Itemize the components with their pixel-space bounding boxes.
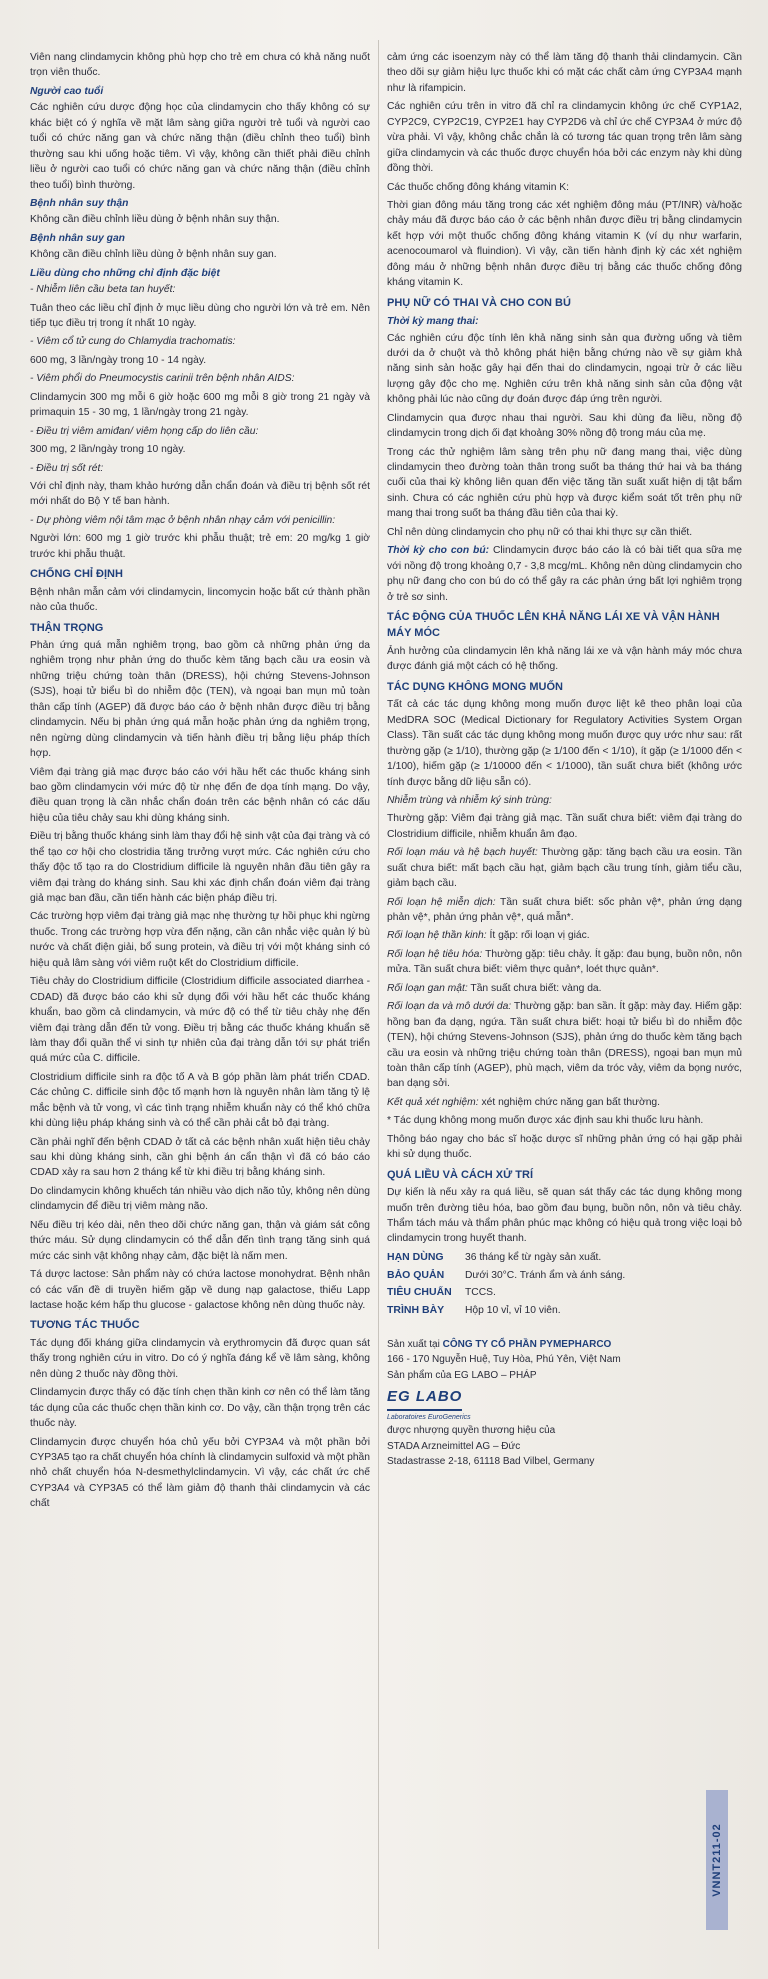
ae-liver-heading: Rối loạn gan mật: [387, 982, 468, 994]
driving-heading: TÁC ĐỘNG CỦA THUỐC LÊN KHẢ NĂNG LÁI XE VÀ VẬN HÀNH MÁY MÓC [387, 610, 720, 640]
pcp-heading: - Viêm phổi do Pneumocystis carinii trên bệnh nhân AIDS: [30, 373, 295, 385]
logo-text: EG LABO [387, 1385, 462, 1410]
ae-infection-text: Thường gặp: Viêm đại tràng giả mạc. Tần suất chưa biết: viêm đại tràng do Clostridium difficile, nhiễm khuẩn âm đạo. [387, 813, 742, 840]
vitamin-k-text: Thời gian đông máu tăng trong các xét nghiệm đông máu (PT/INR) và/hoặc chảy máu đã được báo cáo ở các bệnh nhân được điều trị bằng clindamycin kết hợp với một thuốc chống đông kháng vitamin K (ví dụ như warfarin, acenocoumarol và fluindion). Vì vậy, cần tiến hành định kỳ các xét nghiệm đông máu ở những bệnh nhân được điều trị bằng các thuốc chống đông kháng vitamin K. [387, 199, 742, 289]
elderly-heading: Người cao tuổi [30, 85, 104, 97]
pregnancy-subheading: Thời kỳ mang thai: [387, 316, 479, 328]
malaria-heading: - Điều trị sốt rét: [30, 462, 104, 474]
spec-label: BẢO QUẢN [387, 1268, 445, 1281]
ae-test-heading: Kết quả xét nghiệm: [387, 1096, 479, 1108]
precautions-p5: Tiêu chảy do Clostridium difficile (Clostridium difficile associated diarrhea - CDAD) đã được báo cáo khi sử dụng đối với hầu hết các thuốc kháng khuẩn, bao gồm cả clindamycin, và mức độ có thể từ tiêu chảy nhẹ đến viêm đại tràng dẫn đến tử vong. Điều trị bằng các thuốc kháng khuẩn sẽ làm thay đổi quần thể vi sinh tự nhiên của đại tràng dẫn tới sự phát triển quá mức của C. difficile. [30, 976, 370, 1065]
spec-value: TCCS. [465, 1287, 496, 1299]
ae-test-paragraph [387, 1095, 742, 1110]
chlamydia-heading: - Viêm cổ tử cung do Chlamydia trachomatis: [30, 336, 236, 348]
endocarditis-heading: - Dự phòng viêm nội tâm mạc ở bệnh nhân nhạy cảm với penicillin: [30, 514, 336, 526]
ae-skin-paragraph [387, 999, 742, 1092]
manufacturer-line [387, 1337, 742, 1353]
precautions-heading: THẬN TRỌNG [30, 621, 104, 634]
spec-label: TRÌNH BÀY [387, 1304, 445, 1317]
spec-value: Dưới 30°C. Tránh ẩm và ánh sáng. [465, 1269, 626, 1281]
adverse-effects-heading: TÁC DỤNG KHÔNG MONG MUỐN [387, 680, 563, 693]
spec-row-storage [387, 1268, 742, 1284]
renal-text: Không cần điều chỉnh liều dùng ở bệnh nhân suy thận. [30, 214, 280, 226]
stada-name: STADA Arzneimittel AG – Đức [387, 1440, 521, 1452]
manufacturer-name: CÔNG TY CỔ PHẦN PYMEPHARCO [442, 1338, 612, 1350]
lactation-text: Clindamycin được báo cáo là có bài tiết qua sữa mẹ với nồng độ trong khoảng 0,7 - 3,8 mcg/mL. Không nên dùng clindamycin cho phụ nữ đang cho con bú do có thể gây ra các phản ứng bất lợi nghiêm trọng ở trẻ sơ sinh. [387, 545, 742, 603]
chlamydia-text: 600 mg, 3 lần/ngày trong 10 - 14 ngày. [30, 354, 207, 366]
contraindications-text: Bệnh nhân mẫn cảm với clindamycin, lincomycin hoặc bất cứ thành phần nào của thuốc. [30, 586, 370, 614]
ae-blood-paragraph [387, 845, 742, 891]
precautions-p2: Viêm đại tràng giả mạc được báo cáo với hầu hết các thuốc kháng sinh bao gồm clindamycin với mức độ từ nhẹ đến đe dọa tính mạng. Do vậy, điều quan trọng là cần nhắc chẩn đoán trên các bệnh nhân có các dấu hiệu của tiêu chảy sau khi dùng kháng sinh. [30, 766, 370, 824]
interactions-p1: Tác dụng đối kháng giữa clindamycin và erythromycin đã được quan sát thấy trong nghiên cứu in vitro. Do có ý nghĩa đáng kể về lâm sàng, không nên dùng 2 thuốc này đồng thời. [30, 1337, 370, 1380]
hepatic-heading: Bệnh nhân suy gan [30, 232, 125, 244]
ae-immune-heading: Rối loạn hệ miễn dịch: [387, 896, 496, 908]
manufacturer-address: 166 - 170 Nguyễn Huệ, Tuy Hòa, Phú Yên, Việt Nam [387, 1354, 621, 1366]
pregnancy-p2: Clindamycin qua được nhau thai người. Sau khi dùng đa liều, nồng độ clindamycin trong dịch ối đạt khoảng 30% nồng độ trong máu của mẹ. [387, 412, 742, 440]
adverse-effects-p1: Tất cả các tác dụng không mong muốn được liệt kê theo phân loại của MedDRA SOC (Medical Dictionary for Regulatory Activities System Organ Class). Tần suất các tác dụng không mong muốn được quy ước như sau: rất thường gặp (≥ 1/10), thường gặp (≥ 1/100 đến < 1/10), ít gặp (≥ 1/1000 đến < 1/100), hiếm gặp (≥ 1/10000 đến < 1/1000), tần suất chưa biết (không ước tính được bằng dữ liệu sẵn có). [387, 699, 742, 788]
ae-report-text: Thông báo ngay cho bác sĩ hoặc dược sĩ những phản ứng có hại gặp phải khi sử dụng thuốc. [387, 1133, 742, 1161]
ae-liver-text: Tần suất chưa biết: vàng da. [470, 982, 602, 994]
spec-label: TIÊU CHUẨN [387, 1286, 452, 1299]
renal-heading: Bệnh nhân suy thận [30, 197, 129, 209]
product-of: Sản phẩm của EG LABO – PHÁP [387, 1369, 537, 1381]
pregnancy-heading: PHỤ NỮ CÓ THAI VÀ CHO CON BÚ [387, 296, 571, 309]
document-code: VNNT211-02 [711, 1823, 723, 1897]
endocarditis-text: Người lớn: 600 mg 1 giờ trước khi phẫu thuật; trẻ em: 20 mg/kg 1 giờ trước khi phẫu thuật. [30, 533, 370, 560]
overdose-text: Dự kiến là nếu xảy ra quá liều, sẽ quan sát thấy các tác dụng không mong muốn trên đường tiêu hóa, bao gồm đau bụng, buồn nôn, nôn và tiêu chảy. Thẩm tách máu và thẩm phân phúc mạc không có hiệu quả trong việc loại bỏ clindamycin trong huyết thanh. [387, 1187, 742, 1245]
ae-nerve-heading: Rối loạn hệ thần kinh: [387, 930, 487, 942]
strep-heading: - Nhiễm liên cầu beta tan huyết: [30, 284, 176, 296]
pregnancy-p4: Chỉ nên dùng clindamycin cho phụ nữ có thai khi thực sự cần thiết. [387, 526, 693, 538]
document-code-strip [706, 1790, 728, 1930]
license-text: được nhượng quyền thương hiệu của [387, 1425, 556, 1437]
precautions-p10: Tá dược lactose: Sản phẩm này có chứa lactose monohydrat. Bệnh nhân có các vấn đề di truyền hiếm gặp về dung nạp galactose, thiếu Lapp lactase hoặc kém hấp thu glucose - galactose không nên dùng thuốc này. [30, 1269, 370, 1311]
ae-test-text: xét nghiệm chức năng gan bất thường. [481, 1096, 661, 1108]
spec-value: 36 tháng kể từ ngày sản xuất. [465, 1251, 602, 1263]
stada-address: Stadastrasse 2-18, 61118 Bad Vilbel, Germany [387, 1456, 595, 1468]
precautions-p8: Do clindamycin không khuếch tán nhiều vào dịch não tủy, không nên dùng clindamycin để điều trị viêm màng não. [30, 1185, 370, 1213]
ae-skin-heading: Rối loạn da và mô dưới da: [387, 1001, 512, 1013]
spec-row-shelf-life [387, 1250, 742, 1266]
ae-skin-text: Thường gặp: ban sần. Ít gặp: mày đay. Hiếm gặp: hồng ban đa dạng, ngứa. Tần suất chưa biết: hoại tử biểu bì do nhiễm độc (TEN), hội chứng Stevens-Johnson (SJS), phản ứng do thuốc kèm tăng bạch cầu ưa eosin và những triệu chứng toàn thân (DRESS), ngoại ban mụn mủ toàn thân cấp tính (AGEP), phù mạch, viêm da tróc vảy, viêm da bọng nước, ban dạng sởi. [387, 1001, 742, 1090]
tonsil-text: 300 mg, 2 lần/ngày trong 10 ngày. [30, 444, 186, 456]
contraindications-heading: CHỐNG CHỈ ĐỊNH [30, 568, 123, 581]
ae-blood-heading: Rối loạn máu và hệ bạch huyết: [387, 847, 538, 859]
spec-row-packaging [387, 1303, 742, 1319]
manufacturer-block [387, 1337, 742, 1470]
lactation-paragraph [387, 543, 742, 605]
left-column [30, 50, 370, 1959]
pregnancy-p3: Trong các thử nghiệm lâm sàng trên phụ nữ đang mang thai, việc dùng clindamycin theo đường toàn thân trong suốt ba tháng thứ hai và ba tháng cuối của thai kỳ không liên quan đến việc tăng tần suất xuất hiện dị tật bẩm sinh. Chưa có các nghiên cứu phù hợp và được kiểm soát tốt trên phụ nữ mang thai trong suốt ba tháng đầu tiên của thai kỳ. [387, 446, 742, 520]
ae-blood-text: Thường gặp: tăng bạch cầu ưa eosin. Tần suất chưa biết: mất bạch cầu hạt, giảm bạch cầu trung tính, giảm tiểu cầu, giảm bạch cầu. [387, 847, 742, 890]
ae-gi-paragraph [387, 947, 742, 978]
precautions-p6: Clostridium difficile sinh ra độc tố A và B góp phần làm phát triển CDAD. Các chủng C. difficile sinh độc tố mạnh hơn là nguyên nhân làm tăng tỷ lệ mắc bệnh và tử vong, vì các tình trạng nhiễm khuẩn này có thể khó chữa khi dùng liệu pháp kháng sinh và có thể cần phải cắt bỏ đại tràng. [30, 1071, 370, 1130]
vitamin-k-heading: Các thuốc chống đông kháng vitamin K: [387, 181, 570, 193]
ae-immune-paragraph [387, 895, 742, 926]
ae-liver-paragraph [387, 981, 742, 996]
interactions-p3: Clindamycin được chuyển hóa chủ yếu bởi CYP3A4 và một phần bởi CYP3A5 tạo ra chất chuyển hóa chính là clindamycin sulfoxid và một phần nhỏ chất chuyển hóa N-desmethylclindamycin. Vì vậy, các chất ức chế CYP3A4 và CYP3A5 có thể làm giảm độ thanh thải clindamycin và các chất [30, 1436, 370, 1510]
precautions-p9: Nếu điều trị kéo dài, nên theo dõi chức năng gan, thận và giám sát công thức máu. Sử dụng clindamycin có thể dẫn đến tình trạng tăng sinh quá mức các sinh vật không nhạy cảm, đặc biệt là nấm men. [30, 1219, 370, 1262]
precautions-p3: Điều trị bằng thuốc kháng sinh làm thay đổi hệ sinh vật của đại tràng và có thể tạo cơ hội cho clostridia tăng trưởng vượt mức. Các nghiên cứu cho thấy độc tố tạo ra do Clostridium difficile là nguyên nhân đầu tiên gây ra viêm đại tràng do kháng sinh. Sau khi xác định chẩn đoán viêm đại tràng giả mạc ban đầu, cần tiến hành các biện pháp điều trị. [30, 831, 370, 904]
column-divider [378, 40, 379, 1949]
hepatic-text: Không cần điều chỉnh liều dùng ở bệnh nhân suy gan. [30, 249, 277, 261]
ae-immune-text: Tần suất chưa biết: sốc phản vệ*, phản ứng dạng phản vệ*, phản ứng phản vệ*, quá mẫn*. [387, 896, 742, 923]
ae-infection-heading: Nhiễm trùng và nhiễm ký sinh trùng: [387, 794, 552, 806]
precautions-p7: Cần phải nghĩ đến bệnh CDAD ở tất cả các bệnh nhân xuất hiện tiêu chảy sau khi dùng kháng sinh, cần ghi bệnh án cẩn thận vì đã có báo cáo CDAD xảy ra sau hơn 2 tháng kể từ khi điều trị bằng kháng sinh. [30, 1136, 370, 1179]
spec-value: Hộp 10 vỉ, vỉ 10 viên. [465, 1305, 561, 1317]
spec-row-standard [387, 1285, 742, 1301]
precautions-p4: Các trường hợp viêm đại tràng giả mạc nhẹ thường tự hồi phục khi ngừng thuốc. Trong các trường hợp vừa đến nặng, cần cân nhắc việc quản lý bù nước và chất điện giải, bổ sung protein, và điều trị với một kháng sinh có hiệu quả lâm sàng với viêm ruột kết do Clostridium difficile. [30, 911, 370, 969]
ae-nerve-paragraph [387, 928, 742, 943]
tonsil-heading: - Điều trị viêm amiđan/ viêm họng cấp do liên cầu: [30, 425, 259, 437]
pcp-text: Clindamycin 300 mg mỗi 6 giờ hoặc 600 mg mỗi 8 giờ trong 21 ngày và primaquin 15 - 30 mg, 1 lần/ngày trong 21 ngày. [30, 391, 370, 419]
lactation-subheading: Thời kỳ cho con bú: [387, 545, 490, 557]
overdose-heading: QUÁ LIỀU VÀ CÁCH XỬ TRÍ [387, 1168, 534, 1181]
logo-subtext: Laboratoires EuroGenerics [387, 1413, 471, 1421]
ae-gi-heading: Rối loạn hệ tiêu hóa: [387, 948, 483, 960]
right-column [387, 50, 742, 1959]
ae-nerve-text: Ít gặp: rối loạn vị giác. [489, 930, 590, 942]
manufacturer-prefix: Sản xuất tại [387, 1338, 440, 1350]
spec-label: HẠN DÙNG [387, 1250, 444, 1263]
intro-text: Viên nang clindamycin không phù hợp cho trẻ em chưa có khả năng nuốt trọn viên thuốc. [30, 52, 370, 79]
interactions-heading: TƯƠNG TÁC THUỐC [30, 1319, 140, 1332]
special-dosage-heading: Liều dùng cho những chỉ định đặc biệt [30, 267, 220, 279]
ae-gi-text: Thường gặp: tiêu chảy. Ít gặp: đau bụng, buồn nôn, nôn mửa. Tần suất chưa biết: viêm thực quản*, loét thực quản*. [387, 948, 742, 976]
elderly-text: Các nghiên cứu dược động học của clindamycin cho thấy không có sự khác biệt có ý nghĩa về mặt lâm sàng giữa người trẻ tuổi và người cao tuổi có chức năng gan và chức năng thận (điều chỉnh theo tuổi) bình thường sau khi uống hoặc tiêm. Vì vậy, không cần thiết phải điều chỉnh liều ở người cao tuổi có chức năng gan và chức năng thận (điều chỉnh theo tuổi) bình thường. [30, 102, 370, 191]
strep-text: Tuân theo các liều chỉ định ở mục liều dùng cho người lớn và trẻ em. Nên tiếp tục điều trị trong ít nhất 10 ngày. [30, 302, 370, 329]
eg-labo-logo [387, 1383, 742, 1423]
pregnancy-p1: Các nghiên cứu độc tính lên khả năng sinh sản qua đường uống và tiêm dưới da ở chuột và thỏ không phát hiện bằng chứng nào về sự giảm khả năng sinh sản hoặc gây hại đến thai do clindamycin, ngoại trừ ở các liều lượng gây độc cho mẹ. Nghiên cứu trên khả năng sinh sản của động vật không phải lúc nào cũng dự đoán được đáp ứng trên người. [387, 332, 742, 406]
malaria-text: Với chỉ định này, tham khảo hướng dẫn chẩn đoán và điều trị bệnh sốt rét mới nhất do Bộ Y tế ban hành. [30, 480, 370, 508]
interactions-p4: cảm ứng các isoenzym này có thể làm tăng độ thanh thải clindamycin. Cần theo dõi sự giảm hiệu lực thuốc khi có mặt các chất cảm ứng CYP3A4 mạnh như là rifampicin. [387, 52, 742, 94]
interactions-p2: Clindamycin được thấy có đặc tính chẹn thần kinh cơ nên có thể làm tăng tác dụng của các thuốc chẹn thần kinh cơ. Do vậy, cần thận trọng trên các thuốc này. [30, 1387, 370, 1430]
driving-text: Ảnh hưởng của clindamycin lên khả năng lái xe và vận hành máy móc chưa được đánh giá một cách có hệ thống. [387, 645, 742, 673]
ae-footnote: * Tác dụng không mong muốn được xác định sau khi thuốc lưu hành. [387, 1115, 704, 1127]
precautions-p1: Phản ứng quá mẫn nghiêm trọng, bao gồm cả những phản ứng da nghiêm trọng như phản ứng do thuốc kèm tăng bạch cầu ưa eosin và những triệu chứng toàn thân (DRESS), hội chứng Stevens-Johnson (SJS), hoại tử biểu bì do nhiễm độc (TEN), và ngoại ban mụn mủ toàn thân cấp tính (AGEP) đã được báo cáo ở bệnh nhân được điều trị bằng clindamycin. Nếu bị phản ứng quá mẫn hoặc phản ứng da nghiêm trọng, nên ngừng dùng clindamycin và tiến hành điều trị bằng liệu pháp thích hợp. [30, 640, 370, 760]
interactions-p5: Các nghiên cứu trên in vitro đã chỉ ra clindamycin không ức chế CYP1A2, CYP2C9, CYP2C19, CYP2E1 hay CYP2D6 và chỉ ức chế CYP3A4 ở mức độ vừa phải. Vì vậy, không chắc chắn là có tương tác quan trọng trên lâm sàng giữa clindamycin và các thuốc được chuyển hóa bởi các enzym này khi dùng đồng thời. [387, 101, 742, 175]
